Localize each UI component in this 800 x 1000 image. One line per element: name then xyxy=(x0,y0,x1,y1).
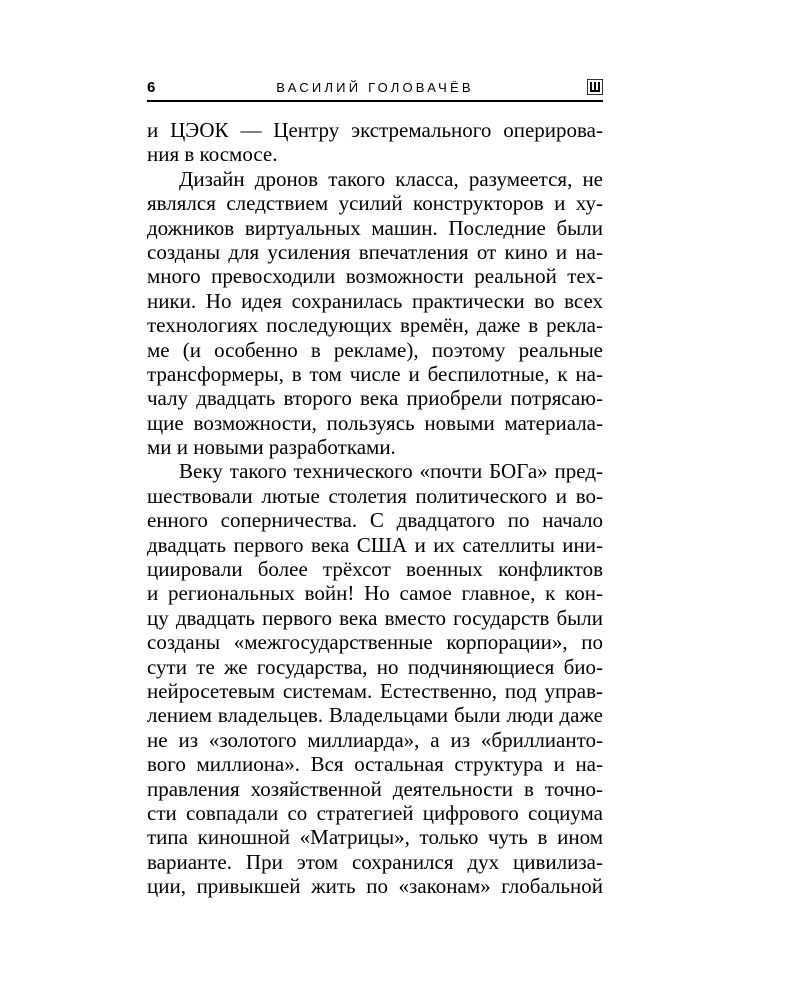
text-line: ме (и особенно в рекламе), поэтому реальные xyxy=(147,337,603,362)
text-line: сути те же государства, но подчиняющиеся био- xyxy=(147,654,603,679)
text-line: цу двадцать первого века вместо государств были xyxy=(147,605,603,630)
body-text xyxy=(147,118,603,899)
text-line: и ЦЭОК — Центру экстремального оперирова- xyxy=(147,118,603,142)
text-line: двадцать первого века США и их сателлиты ини- xyxy=(147,532,603,557)
text-line: созданы «межгосударственные корпорации», по xyxy=(147,630,603,655)
text-line: созданы для усиления впечатления от кино и на- xyxy=(147,239,603,264)
text-line: шествовали лютые столетия политического и во- xyxy=(147,483,603,508)
text-line: и региональных войн! Но самое главное, к кон- xyxy=(147,581,603,606)
text-line: ния в космосе. xyxy=(147,142,278,167)
text-line: чалу двадцать второго века приобрели потрясаю- xyxy=(147,386,603,411)
text-line: нейросетевым системам. Естественно, под управ- xyxy=(147,678,603,703)
text-line: технологиях последующих времён, даже в рекла- xyxy=(147,313,603,338)
text-line: циировали более трёхсот военных конфликтов xyxy=(147,557,603,582)
text-line: правления хозяйственной деятельности в точно- xyxy=(147,776,603,801)
page-number: 6 xyxy=(147,79,156,96)
text-line: типа киношной «Матрицы», только чуть в ином xyxy=(147,825,603,850)
text-line: трансформеры, в том числе и беспилотные, к на- xyxy=(147,361,603,386)
text-line: варианте. При этом сохранился дух цивилиза- xyxy=(147,849,603,874)
header-divider xyxy=(147,100,603,102)
text-line: Веку такого технического «почти БОГа» пред- xyxy=(179,459,603,484)
text-line: являлся следствием усилий конструкторов и ху- xyxy=(147,191,603,216)
running-head-author: ВАСИЛИЙ ГОЛОВАЧЁВ xyxy=(276,80,474,95)
text-line: дожников виртуальных машин. Последние были xyxy=(147,215,603,240)
page-header xyxy=(147,77,603,101)
text-line: ми и новыми разработками. xyxy=(147,435,396,460)
text-line: ники. Но идея сохранилась практически во всех xyxy=(147,288,603,313)
text-line: щие возможности, пользуясь новыми материала- xyxy=(147,410,603,435)
text-line: много превосходили возможности реальной тех- xyxy=(147,264,603,289)
text-line: ции, привыкшей жить по «законам» глобальной xyxy=(147,874,603,899)
text-line: сти совпадали со стратегией цифрового социума xyxy=(147,800,603,825)
text-line: Дизайн дронов такого класса, разумеется, не xyxy=(179,166,603,191)
text-line: не из «золотого миллиарда», а из «бриллианто- xyxy=(147,727,603,752)
text-line: енного соперничества. С двадцатого по начало xyxy=(147,508,603,533)
publisher-logo-icon xyxy=(587,79,603,95)
text-line: лением владельцев. Владельцами были люди даже xyxy=(147,703,603,728)
text-line: вого миллиона». Вся остальная структура и на- xyxy=(147,752,603,777)
